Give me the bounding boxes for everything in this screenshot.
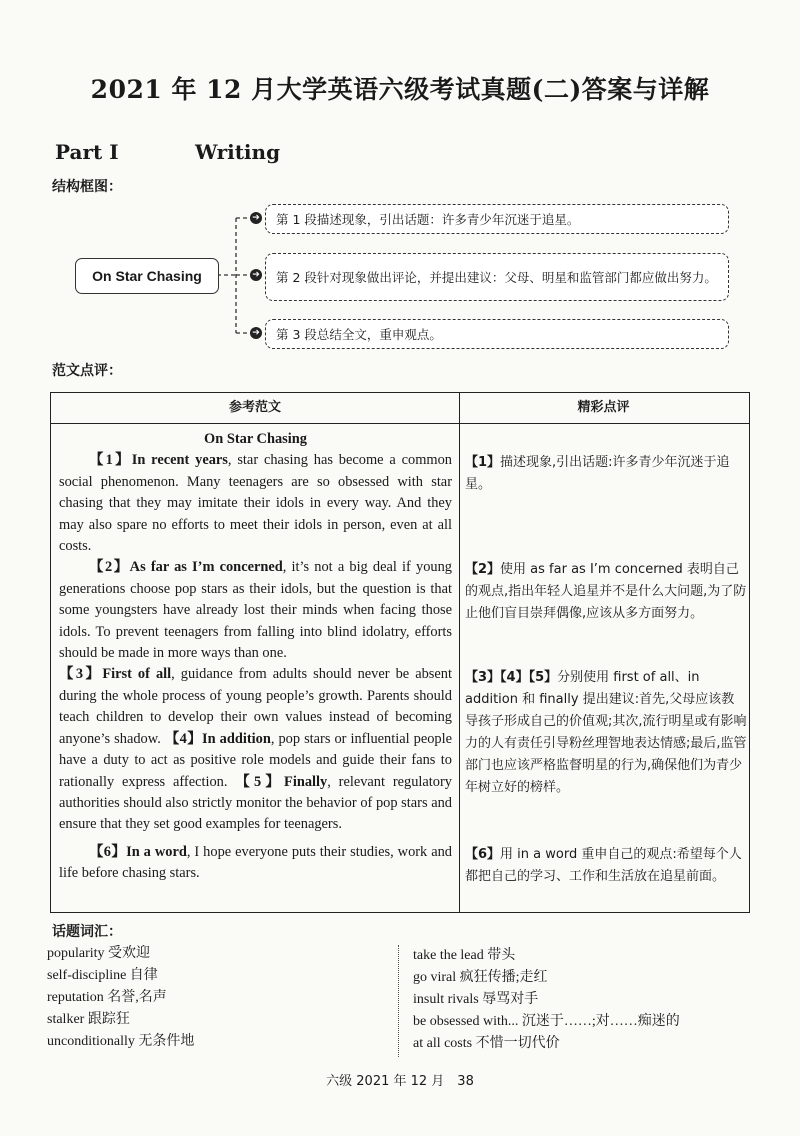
essay-paragraph-1 <box>59 450 452 557</box>
comment-text: 用 in a word 重申自己的观点:希望每个人都把自己的学习、工作和生活放在追星前面。 <box>465 847 742 884</box>
branch-3-text: 第 3 段总结全文，重申观点。 <box>276 326 442 342</box>
essay-column-header: 参考范文 <box>228 400 281 415</box>
vocab-item: self-discipline 自律 <box>47 968 158 983</box>
vocab-item: go viral 疯狂传播;走红 <box>413 970 548 985</box>
page-title: 2021 年 12 月大学英语六级考试真题(二)答案与详解 <box>90 75 710 104</box>
vocab-item: insult rivals 辱骂对手 <box>413 992 539 1007</box>
vocab-item: stalker 跟踪狂 <box>47 1012 130 1027</box>
comment-1 <box>465 452 747 496</box>
essay-paragraph-2 <box>59 557 452 664</box>
header-divider <box>51 423 749 424</box>
comment-3 <box>465 667 747 799</box>
model-essay <box>59 429 452 885</box>
marker: 【2】 <box>89 559 130 576</box>
vocabulary-label: 话题词汇： <box>52 924 122 940</box>
part-number: Part Ⅰ <box>55 140 119 164</box>
comment-text: 使用 as far as I’m concerned 表明自己的观点,指出年轻人追星并不是什么大问题,为了防止他们盲目崇拜偶像,应该从多方面努力。 <box>465 562 747 621</box>
root-node: On Star Chasing <box>75 258 219 294</box>
paragraph-text: , I hope everyone puts their studies, work and life before chasing stars. <box>59 843 452 882</box>
comment-4 <box>465 844 747 888</box>
vocab-item: unconditionally 无条件地 <box>47 1034 195 1049</box>
comment-tag: 【6】 <box>465 847 501 862</box>
paragraph-text: , guidance from adults should never be absent during the whole process of young people’s growth. Parents should teach children to develop their own values instead of becoming anyone’s shadow. <box>59 666 452 747</box>
vocabulary-right-list <box>413 945 680 1055</box>
essay-paragraph-4 <box>59 842 452 885</box>
part-name: Writing <box>195 140 281 164</box>
branch-1-text: 第 1 段描述现象，引出话题：许多青少年沉迷于追星。 <box>276 211 580 227</box>
comment-column-header: 精彩点评 <box>577 400 630 415</box>
key-phrase: In addition <box>202 730 271 747</box>
comment-text: 描述现象,引出话题:许多青少年沉迷于追星。 <box>465 455 730 492</box>
arrow-right-icon: ➔ <box>250 212 262 224</box>
vocab-item: reputation 名誉,名声 <box>47 990 167 1005</box>
branch-2 <box>265 253 729 301</box>
key-phrase: In a word <box>126 843 187 860</box>
paragraph-text: , relevant regulatory authorities should also strictly monitor the behavior of pop stars and ensure that they set good examples for teenagers. <box>59 773 452 833</box>
comment-tag: 【1】 <box>465 455 501 470</box>
structure-label: 结构框图： <box>52 179 122 195</box>
column-divider <box>459 393 460 912</box>
arrow-right-icon: ➔ <box>250 327 262 339</box>
vocab-item: be obsessed with... 沉迷于……;对……痴迷的 <box>413 1014 680 1029</box>
arrow-right-icon: ➔ <box>250 269 262 281</box>
key-phrase: Finally <box>284 773 328 790</box>
key-phrase: First of all <box>102 666 172 683</box>
marker: 【3】 <box>59 666 103 683</box>
review-table <box>50 392 750 913</box>
vocab-item: popularity 受欢迎 <box>47 946 151 961</box>
vocabulary-left-list <box>47 943 194 1053</box>
essay-title: On Star Chasing <box>204 431 307 447</box>
paragraph-text: , pop stars or influential people have a duty to act as positive role models and guide their fans to rationally express affection. <box>59 730 452 790</box>
branch-3 <box>265 319 729 349</box>
paragraph-text: , it’s not a big deal if young generations choose pop stars as their idols, but the question is that some youngsters have already lost their minds when facing those idols. To prevent teenagers from falling into blind idolatry, efforts should be made in more ways than one. <box>59 559 452 662</box>
marker: 【1】 <box>89 452 132 469</box>
vocab-divider <box>398 945 399 1057</box>
branch-2-text: 第 2 段针对现象做出评论，并提出建议：父母、明星和监管部门都应做出努力。 <box>276 269 717 285</box>
branch-1 <box>265 204 729 234</box>
marker: 【5】 <box>235 773 285 790</box>
vocab-item: take the lead 带头 <box>413 948 516 963</box>
comment-tag: 【3】【4】【5】 <box>465 670 558 685</box>
marker: 【6】 <box>89 843 127 860</box>
review-label: 范文点评： <box>52 363 122 379</box>
key-phrase: As far as I’m concerned <box>129 559 283 576</box>
vocab-item: at all costs 不惜一切代价 <box>413 1036 560 1051</box>
comment-2 <box>465 559 747 625</box>
key-phrase: In recent years <box>131 452 228 469</box>
page-footer: 六级 2021 年 12 月 38 <box>326 1074 474 1089</box>
marker: 【4】 <box>164 730 203 747</box>
comment-text: 分别使用 first of all、in addition 和 finally 提出建议:首先,父母应该教导孩子形成自己的价值观;其次,流行明星或有影响力的人有责任引导粉丝理智地表达情感;最后,监管部门也应该严格监督明星的行为,确保他们为青少年树立好的榜样。 <box>465 670 747 795</box>
paragraph-text: , star chasing has become a common social phenomenon. Many teenagers are so obsessed with star chasing that they may imitate their idols in every way. And they may also spare no efforts to meet their idols in person, even at all costs. <box>59 452 452 555</box>
essay-paragraph-3 <box>59 664 452 835</box>
comment-tag: 【2】 <box>465 562 501 577</box>
